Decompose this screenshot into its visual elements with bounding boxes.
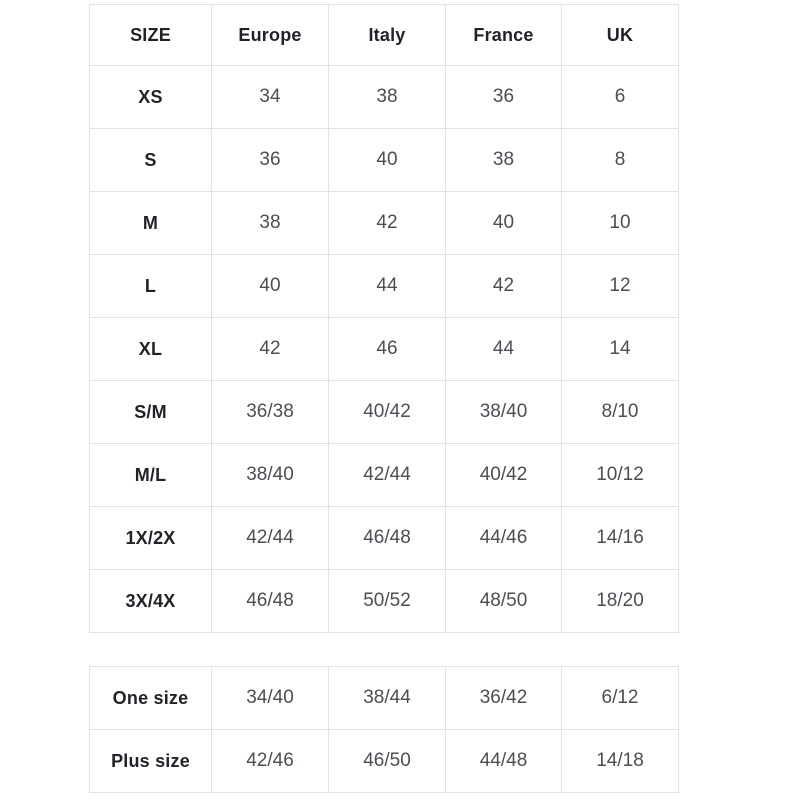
size-label-cell: L (90, 255, 212, 318)
size-value-cell: 12 (562, 255, 679, 318)
size-value-cell: 38 (329, 66, 446, 129)
column-header-france: France (446, 5, 562, 66)
table-row (90, 507, 679, 570)
table-row (90, 444, 679, 507)
size-label-cell: XL (90, 318, 212, 381)
column-header-europe: Europe (212, 5, 329, 66)
size-value-cell: 44 (329, 255, 446, 318)
size-label-cell: S (90, 129, 212, 192)
size-value-cell: 34 (212, 66, 329, 129)
size-value-cell: 40 (212, 255, 329, 318)
size-value-cell: 38/40 (212, 444, 329, 507)
size-value-cell: 14/16 (562, 507, 679, 570)
size-value-cell: 38/44 (329, 667, 446, 730)
size-value-cell: 36/38 (212, 381, 329, 444)
column-header-italy: Italy (329, 5, 446, 66)
column-header-size: SIZE (90, 5, 212, 66)
size-value-cell: 6/12 (562, 667, 679, 730)
table-row (90, 730, 679, 793)
table-row (90, 570, 679, 633)
size-label-cell: M (90, 192, 212, 255)
size-label-cell: 3X/4X (90, 570, 212, 633)
size-value-cell: 36 (446, 66, 562, 129)
size-value-cell: 46/48 (329, 507, 446, 570)
size-value-cell: 6 (562, 66, 679, 129)
size-value-cell: 40/42 (446, 444, 562, 507)
size-value-cell: 40 (329, 129, 446, 192)
size-value-cell: 42/44 (212, 507, 329, 570)
column-header-uk: UK (562, 5, 679, 66)
size-value-cell: 14/18 (562, 730, 679, 793)
size-value-cell: 40/42 (329, 381, 446, 444)
size-value-cell: 44 (446, 318, 562, 381)
size-value-cell: 42/46 (212, 730, 329, 793)
size-value-cell: 38/40 (446, 381, 562, 444)
size-value-cell: 36 (212, 129, 329, 192)
special-size-table-body (90, 667, 679, 793)
header-row (90, 5, 679, 66)
size-conversion-chart (89, 4, 679, 793)
table-row (90, 129, 679, 192)
table-row (90, 381, 679, 444)
size-label-cell: S/M (90, 381, 212, 444)
special-size-table (89, 666, 679, 793)
size-value-cell: 8/10 (562, 381, 679, 444)
size-value-cell: 42 (446, 255, 562, 318)
size-label-cell: Plus size (90, 730, 212, 793)
size-value-cell: 44/48 (446, 730, 562, 793)
size-table-body (90, 66, 679, 633)
main-size-table (89, 4, 679, 633)
size-value-cell: 50/52 (329, 570, 446, 633)
table-row (90, 318, 679, 381)
size-value-cell: 46/50 (329, 730, 446, 793)
table-row (90, 255, 679, 318)
size-value-cell: 44/46 (446, 507, 562, 570)
size-value-cell: 42 (212, 318, 329, 381)
size-value-cell: 10/12 (562, 444, 679, 507)
size-value-cell: 38 (446, 129, 562, 192)
size-value-cell: 46 (329, 318, 446, 381)
size-value-cell: 38 (212, 192, 329, 255)
table-row (90, 192, 679, 255)
size-value-cell: 48/50 (446, 570, 562, 633)
size-label-cell: M/L (90, 444, 212, 507)
size-value-cell: 42 (329, 192, 446, 255)
size-value-cell: 40 (446, 192, 562, 255)
size-value-cell: 42/44 (329, 444, 446, 507)
size-label-cell: 1X/2X (90, 507, 212, 570)
size-value-cell: 18/20 (562, 570, 679, 633)
size-value-cell: 36/42 (446, 667, 562, 730)
table-row (90, 667, 679, 730)
size-value-cell: 14 (562, 318, 679, 381)
size-value-cell: 46/48 (212, 570, 329, 633)
size-table-header (90, 5, 679, 66)
size-label-cell: XS (90, 66, 212, 129)
size-value-cell: 10 (562, 192, 679, 255)
size-value-cell: 8 (562, 129, 679, 192)
size-value-cell: 34/40 (212, 667, 329, 730)
table-gap (89, 633, 679, 666)
table-row (90, 66, 679, 129)
size-label-cell: One size (90, 667, 212, 730)
